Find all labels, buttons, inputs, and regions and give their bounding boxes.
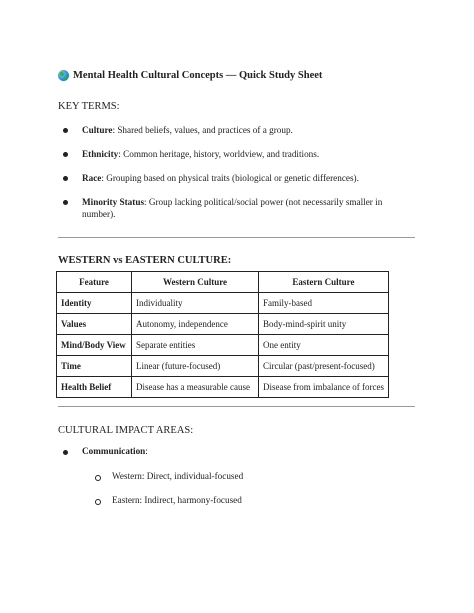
term-name: Culture xyxy=(82,125,113,135)
page-title-text: Mental Health Cultural Concepts — Quick Study Sheet xyxy=(73,70,323,81)
bullet-icon xyxy=(63,128,68,133)
western-cell: Individuality xyxy=(132,293,259,314)
table-row xyxy=(57,377,389,398)
bullet-icon xyxy=(63,200,68,205)
western-cell: Autonomy, independence xyxy=(132,314,259,335)
feature-cell: Identity xyxy=(57,293,132,314)
eastern-cell: Circular (past/present-focused) xyxy=(259,356,389,377)
globe-icon xyxy=(58,70,69,81)
eastern-cell: Disease from imbalance of forces xyxy=(259,377,389,398)
comparison-table xyxy=(56,271,389,398)
comparison-heading: WESTERN vs EASTERN CULTURE: xyxy=(58,255,232,266)
column-header: Western Culture xyxy=(132,272,259,293)
bullet-icon xyxy=(63,152,68,157)
sub-item-text: Eastern: Indirect, harmony-focused xyxy=(112,495,242,505)
sub-bullet-icon xyxy=(95,475,101,481)
table-row xyxy=(57,356,389,377)
term-definition: : Common heritage, history, worldview, and traditions. xyxy=(118,149,320,159)
feature-cell: Health Belief xyxy=(57,377,132,398)
sub-bullet-icon xyxy=(95,499,101,505)
impact-heading: CULTURAL IMPACT AREAS: xyxy=(58,425,194,436)
list-item xyxy=(58,172,418,184)
list-item xyxy=(112,471,243,481)
list-item xyxy=(58,196,418,220)
eastern-cell: One entity xyxy=(259,335,389,356)
divider xyxy=(58,237,415,238)
term-name: Minority Status xyxy=(82,197,145,207)
feature-cell: Values xyxy=(57,314,132,335)
list-item xyxy=(58,124,418,136)
western-cell: Separate entities xyxy=(132,335,259,356)
sub-item-text: Western: Direct, individual-focused xyxy=(112,471,244,481)
table-row xyxy=(57,314,389,335)
key-terms-heading: KEY TERMS: xyxy=(58,101,120,112)
communication-label: Communication xyxy=(82,446,146,456)
table-row xyxy=(57,293,389,314)
page-title xyxy=(58,70,322,81)
key-terms-list xyxy=(58,124,418,232)
table-header-row xyxy=(57,272,389,293)
communication-suffix: : xyxy=(145,446,148,456)
term-name: Race xyxy=(82,173,102,183)
term-definition: : Shared beliefs, values, and practices of a group. xyxy=(112,125,293,135)
term-definition: : Group lacking political/social power (not necessarily smaller in number). xyxy=(82,197,383,219)
list-item xyxy=(82,446,148,456)
list-item xyxy=(58,148,418,160)
feature-cell: Mind/Body View xyxy=(57,335,132,356)
eastern-cell: Body-mind-spirit unity xyxy=(259,314,389,335)
divider xyxy=(58,406,415,407)
western-cell: Linear (future-focused) xyxy=(132,356,259,377)
list-item xyxy=(112,495,242,505)
table-row xyxy=(57,335,389,356)
term-name: Ethnicity xyxy=(82,149,119,159)
bullet-icon xyxy=(63,450,68,455)
eastern-cell: Family-based xyxy=(259,293,389,314)
term-definition: : Grouping based on physical traits (biological or genetic differences). xyxy=(101,173,359,183)
feature-cell: Time xyxy=(57,356,132,377)
western-cell: Disease has a measurable cause xyxy=(132,377,259,398)
column-header: Eastern Culture xyxy=(259,272,389,293)
bullet-icon xyxy=(63,176,68,181)
column-header: Feature xyxy=(57,272,132,293)
